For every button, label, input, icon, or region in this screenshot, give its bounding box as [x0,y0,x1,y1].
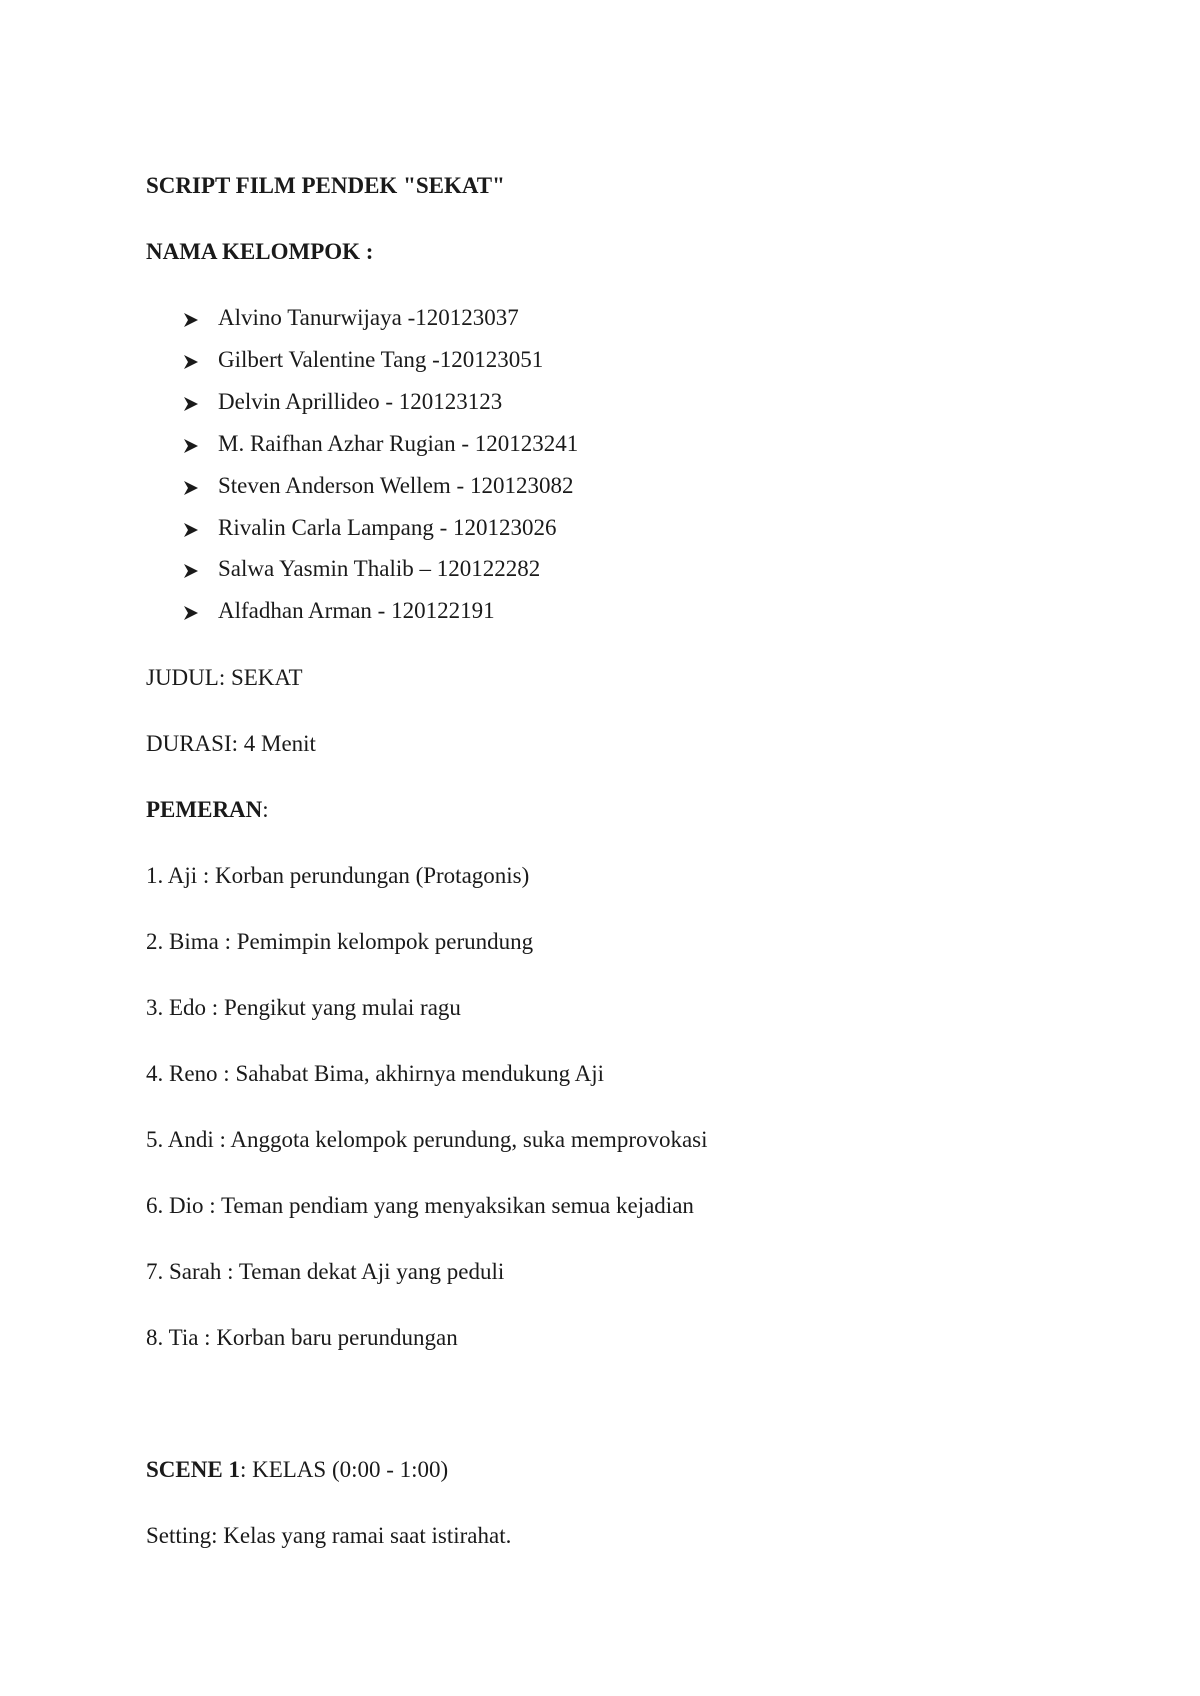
arrowhead-bullet-icon [182,311,218,329]
list-item [182,304,519,332]
cast-item: 3. Edo : Pengikut yang mulai ragu [146,995,461,1020]
cast-item: 5. Andi : Anggota kelompok perundung, suka memprovokasi [146,1127,708,1152]
judul-line: JUDUL: SEKAT [146,665,303,690]
arrowhead-bullet-icon [182,395,218,413]
cast-item: 8. Tia : Korban baru perundungan [146,1325,458,1350]
cast-item: 6. Dio : Teman pendiam yang menyaksikan semua kejadian [146,1193,694,1218]
member-name: Steven Anderson Wellem - 120123082 [218,473,574,498]
arrowhead-bullet-icon [182,604,218,622]
member-name: Gilbert Valentine Tang -120123051 [218,347,544,372]
arrowhead-bullet-icon [182,521,218,539]
list-item [182,472,573,500]
list-item [182,346,543,374]
pemeran-colon: : [262,797,269,822]
arrowhead-bullet-icon [182,479,218,497]
member-name: Alfadhan Arman - 120122191 [218,598,495,623]
arrowhead-bullet-icon [182,437,218,455]
pemeran-label: PEMERAN [146,797,263,822]
list-item [182,514,557,542]
cast-item: 2. Bima : Pemimpin kelompok perundung [146,929,534,954]
member-name: Alvino Tanurwijaya -120123037 [218,305,519,330]
cast-item: 1. Aji : Korban perundungan (Protagonis) [146,863,530,888]
member-name: Delvin Aprillideo - 120123123 [218,389,503,414]
member-name: Salwa Yasmin Thalib – 120122282 [218,556,541,581]
member-name: Rivalin Carla Lampang - 120123026 [218,515,557,540]
cast-item: 4. Reno : Sahabat Bima, akhirnya mendukung Aji [146,1061,605,1086]
list-item [182,430,578,458]
setting-line: Setting: Kelas yang ramai saat istirahat. [146,1523,512,1548]
document-title: SCRIPT FILM PENDEK "SEKAT" [146,173,505,198]
arrowhead-bullet-icon [182,353,218,371]
member-name: M. Raifhan Azhar Rugian - 120123241 [218,431,579,456]
scene-heading [146,1456,448,1484]
pemeran-heading [146,796,269,824]
list-item [182,555,540,583]
arrowhead-bullet-icon [182,562,218,580]
list-item [182,597,495,625]
cast-item: 7. Sarah : Teman dekat Aji yang peduli [146,1259,505,1284]
list-item [182,388,502,416]
scene-detail: : KELAS (0:00 - 1:00) [239,1457,449,1482]
durasi-line: DURASI: 4 Menit [146,731,316,756]
scene-label: SCENE 1 [146,1457,240,1482]
group-heading: NAMA KELOMPOK : [146,239,374,264]
